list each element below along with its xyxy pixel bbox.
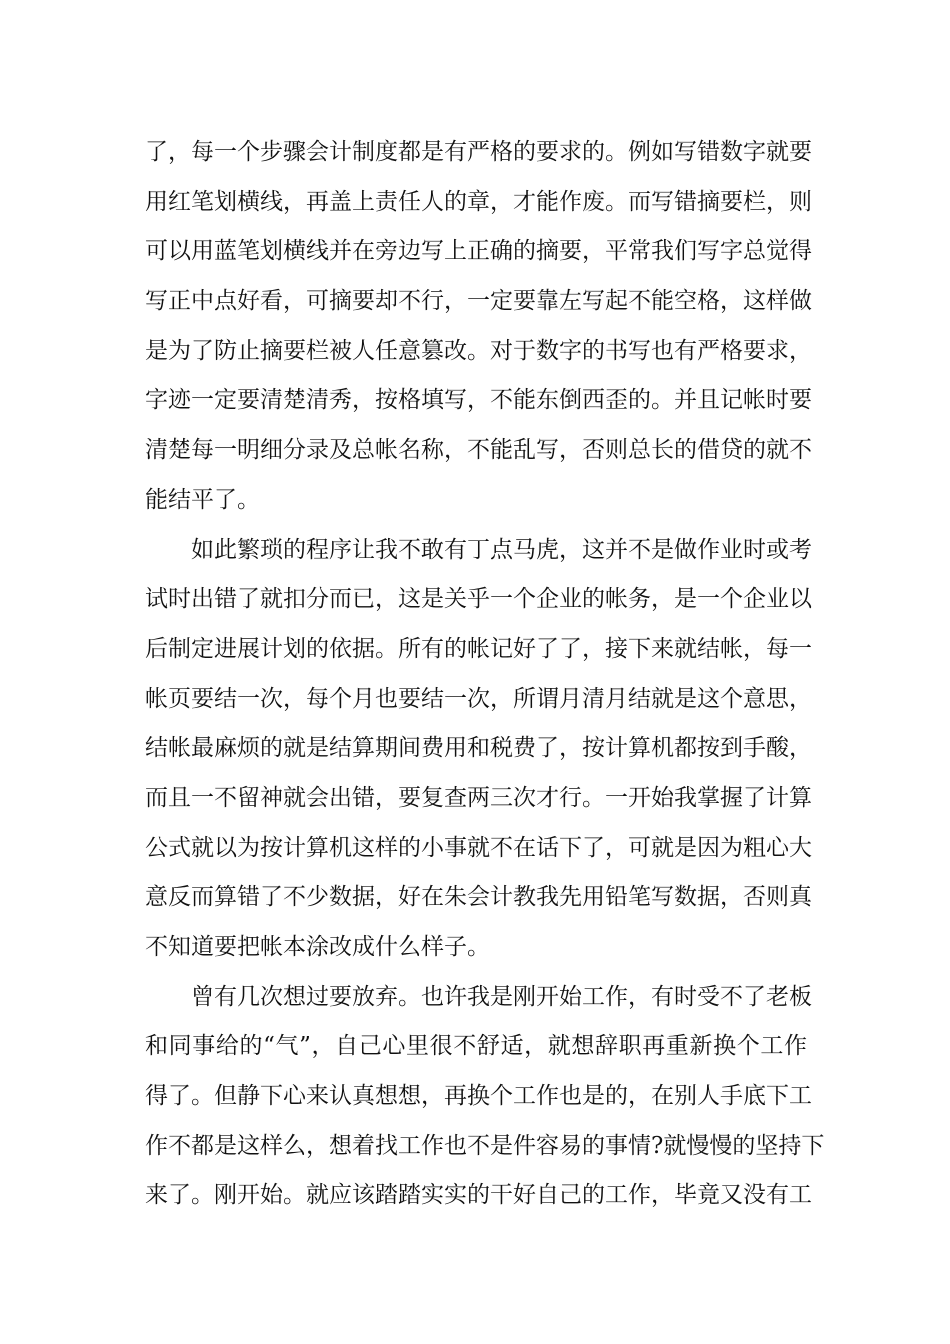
paragraph-1 <box>145 128 812 526</box>
text-line: 公式就以为按计算机这样的小事就不在话下了，可就是因为粗心大 <box>145 834 812 861</box>
text-line: 可以用蓝笔划横线并在旁边写上正确的摘要，平常我们写字总觉得 <box>145 238 812 265</box>
text-line: 清楚每一明细分录及总帐名称，不能乱写，否则总长的借贷的就不 <box>145 437 812 464</box>
text-line: 得了。但静下心来认真想想，再换个工作也是的，在别人手底下工 <box>145 1083 812 1110</box>
text-line: 写正中点好看，可摘要却不行，一定要靠左写起不能空格，这样做 <box>145 288 812 315</box>
text-line: 试时出错了就扣分而已，这是关乎一个企业的帐务，是一个企业以 <box>145 586 812 613</box>
text-line: 后制定进展计划的依据。所有的帐记好了了，接下来就结帐，每一 <box>145 635 812 662</box>
body-text <box>145 128 825 1221</box>
text-line: 帐页要结一次，每个月也要结一次，所谓月清月结就是这个意思， <box>145 685 812 712</box>
text-line: 结帐最麻烦的就是结算期间费用和税费了，按计算机都按到手酸， <box>145 735 812 762</box>
text-line: 是为了防止摘要栏被人任意篡改。对于数字的书写也有严格要求， <box>145 337 812 364</box>
text-line: 了，每一个步骤会计制度都是有严格的要求的。例如写错数字就要 <box>145 139 812 165</box>
paragraph-3 <box>145 973 825 1221</box>
text-line: 能结平了。 <box>145 486 260 513</box>
text-line: 和同事给的“气”，自己心里很不舒适，就想辞职再重新换个工作 <box>145 1033 807 1060</box>
paragraph-2 <box>145 526 812 973</box>
text-line: 意反而算错了不少数据，好在朱会计教我先用铅笔写数据，否则真 <box>145 884 812 911</box>
text-line: 如此繁琐的程序让我不敢有丁点马虎，这并不是做作业时或考 <box>191 536 812 563</box>
text-line: 用红笔划横线，再盖上责任人的章，才能作废。而写错摘要栏，则 <box>145 188 812 215</box>
text-line: 作不都是这样么，想着找工作也不是件容易的事情?就慢慢的坚持下 <box>145 1132 825 1159</box>
text-line: 曾有几次想过要放弃。也许我是刚开始工作，有时受不了老板 <box>191 983 812 1010</box>
text-line: 而且一不留神就会出错，要复查两三次才行。一开始我掌握了计算 <box>145 784 812 811</box>
text-line: 来了。刚开始。就应该踏踏实实的干好自己的工作，毕竟又没有工 <box>145 1182 812 1209</box>
text-line: 字迹一定要清楚清秀，按格填写，不能东倒西歪的。并且记帐时要 <box>145 387 812 414</box>
text-line: 不知道要把帐本涂改成什么样子。 <box>145 934 490 960</box>
